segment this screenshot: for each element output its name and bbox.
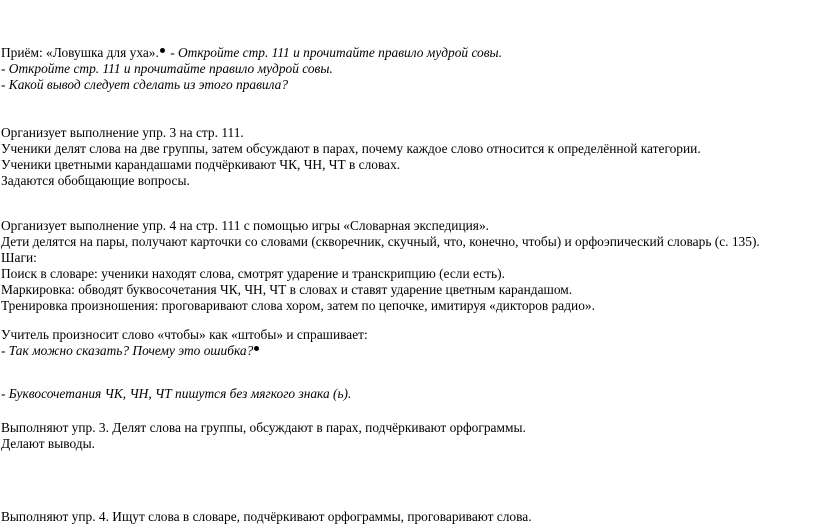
- rule-line: - Буквосочетания ЧК, ЧН, ЧТ пишутся без мягкого знака (ь).: [1, 386, 352, 401]
- exercise4-organize: Организует выполнение упр. 4 на стр. 111 с помощью игры «Словарная экспедиция».: [1, 218, 490, 233]
- question-line: - Какой вывод следует сделать из этого правила?: [1, 77, 289, 92]
- exercise3-organize: Организует выполнение упр. 3 на стр. 111.: [1, 125, 244, 140]
- exercise3-questions: Задаются обобщающие вопросы.: [1, 173, 190, 188]
- teacher-question: - Так можно сказать? Почему это ошибка?: [1, 343, 254, 358]
- step-search: Поиск в словаре: ученики находят слова, смотрят ударение и транскрипцию (если есть).: [1, 266, 505, 281]
- technique-line: [1, 45, 502, 61]
- instruction-line: - Откройте стр. 111 и прочитайте правило мудрой совы.: [1, 61, 333, 76]
- step-marking: Маркировка: обводят буквосочетания ЧК, ЧН, ЧТ в словах и ставят ударение цветным карандашом.: [1, 282, 573, 297]
- step-pronunciation: Тренировка произношения: проговаривают слова хором, затем по цепочке, имитируя «дикторов радио».: [1, 298, 595, 313]
- student-exercise3: Выполняют упр. 3. Делят слова на группы, обсуждают в парах, подчёркивают орфограммы.: [1, 420, 526, 435]
- bullet-icon: [160, 48, 165, 53]
- technique-instruction: - Откройте стр. 111 и прочитайте правило мудрой совы.: [170, 45, 502, 60]
- teacher-line: Учитель произносит слово «чтобы» как «штобы» и спрашивает:: [1, 327, 368, 342]
- steps-heading: Шаги:: [1, 250, 37, 265]
- student-conclusions: Делают выводы.: [1, 436, 95, 451]
- exercise3-underline: Ученики цветными карандашами подчёркивают ЧК, ЧН, ЧТ в словах.: [1, 157, 401, 172]
- student-exercise4: Выполняют упр. 4. Ищут слова в словаре, подчёркивают орфограммы, проговаривают слова.: [1, 509, 532, 524]
- teacher-question-line: [1, 343, 261, 359]
- exercise4-pairs: Дети делятся на пары, получают карточки со словами (скворечник, скучный, что, конечно, чтобы) и орфоэпический словарь (с. 135).: [1, 234, 760, 249]
- technique-label: Приём: «Ловушка для уха».: [1, 45, 159, 60]
- bullet-icon: [254, 346, 259, 351]
- exercise3-grouping: Ученики делят слова на две группы, затем обсуждают в парах, почему каждое слово относится к определённой категории.: [1, 141, 701, 156]
